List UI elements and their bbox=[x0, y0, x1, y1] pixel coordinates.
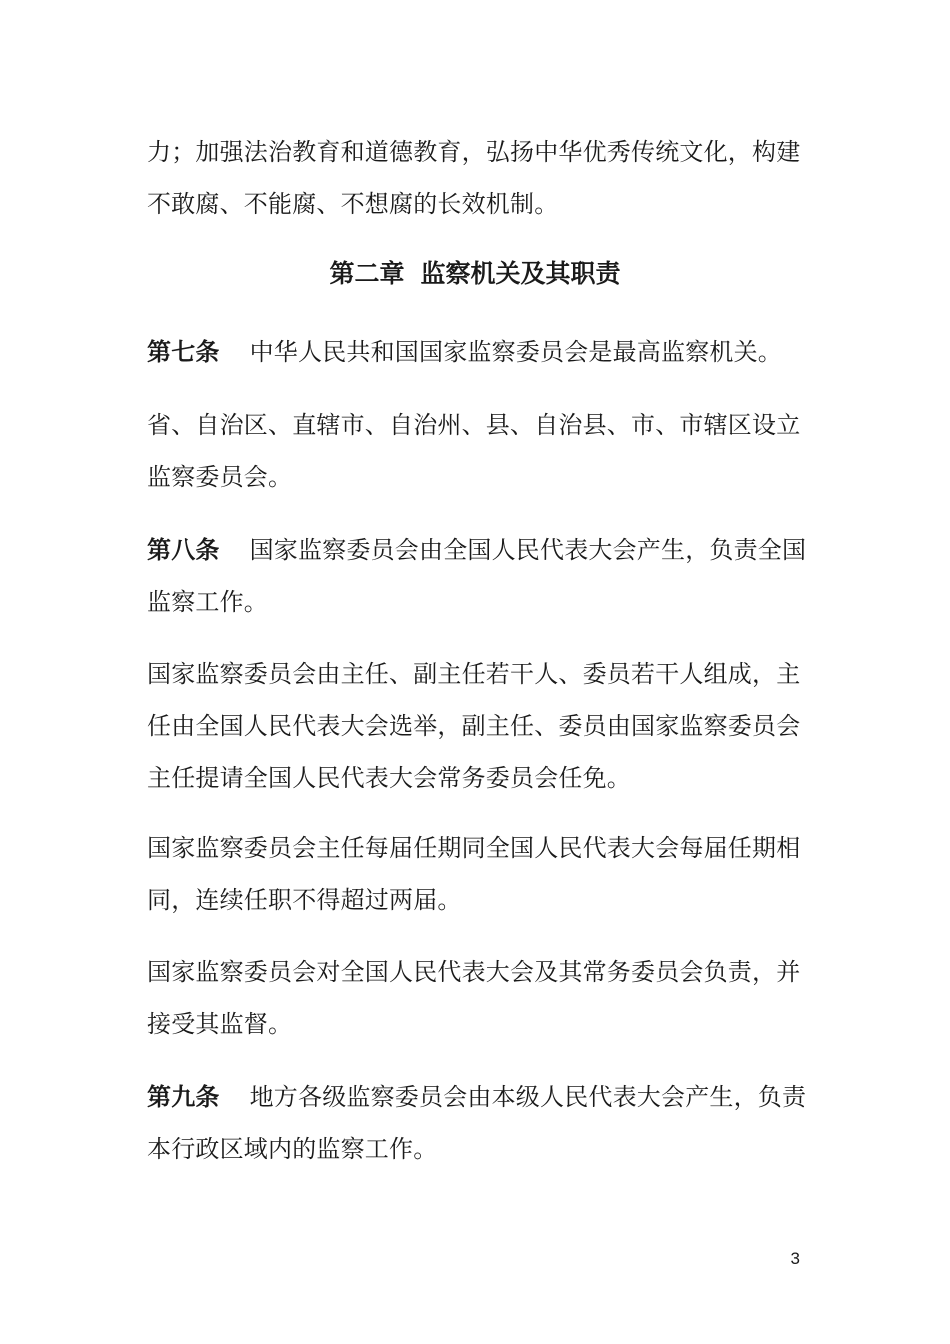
article-9 bbox=[147, 1071, 807, 1175]
text-line: 国家监察委员会由全国人民代表大会产生，负责全国 bbox=[249, 536, 807, 564]
text-line: 本行政区域内的监察工作。 bbox=[147, 1135, 438, 1163]
text-line: 主任提请全国人民代表大会常务委员会任免。 bbox=[147, 764, 631, 792]
text-line: 力；加强法治教育和道德教育，弘扬中华优秀传统文化，构建 bbox=[147, 138, 801, 166]
paragraph-continuation bbox=[147, 126, 801, 230]
text-line: 国家监察委员会主任每届任期同全国人民代表大会每届任期相 bbox=[147, 834, 801, 862]
text-line: 省、自治区、直辖市、自治州、县、自治县、市、市辖区设立 bbox=[147, 411, 801, 439]
text-line: 监察委员会。 bbox=[147, 463, 293, 491]
article-7 bbox=[147, 326, 787, 378]
text-line: 不敢腐、不能腐、不想腐的长效机制。 bbox=[147, 190, 559, 218]
paragraph-term-limits bbox=[147, 822, 801, 926]
article-label: 第八条 bbox=[147, 535, 220, 564]
chapter-heading bbox=[0, 254, 950, 294]
text-line: 国家监察委员会对全国人民代表大会及其常务委员会负责，并 bbox=[147, 958, 801, 986]
text-line: 监察工作。 bbox=[147, 588, 268, 616]
chapter-number: 第二章 bbox=[329, 259, 405, 288]
paragraph-local-commissions bbox=[147, 399, 801, 503]
paragraph-accountability bbox=[147, 946, 801, 1050]
paragraph-composition bbox=[147, 648, 801, 804]
text-line: 同，连续任职不得超过两届。 bbox=[147, 886, 462, 914]
article-8 bbox=[147, 524, 807, 628]
article-label: 第七条 bbox=[147, 337, 220, 366]
page-number: 3 bbox=[790, 1249, 800, 1268]
article-label: 第九条 bbox=[147, 1082, 220, 1111]
text-line: 国家监察委员会由主任、副主任若干人、委员若干人组成，主 bbox=[147, 660, 801, 688]
chapter-title: 监察机关及其职责 bbox=[420, 259, 621, 288]
text-line: 接受其监督。 bbox=[147, 1010, 293, 1038]
text-line: 任由全国人民代表大会选举，副主任、委员由国家监察委员会 bbox=[147, 712, 801, 740]
text-line: 中华人民共和国国家监察委员会是最高监察机关。 bbox=[249, 338, 783, 366]
text-line: 地方各级监察委员会由本级人民代表大会产生，负责 bbox=[249, 1083, 807, 1111]
